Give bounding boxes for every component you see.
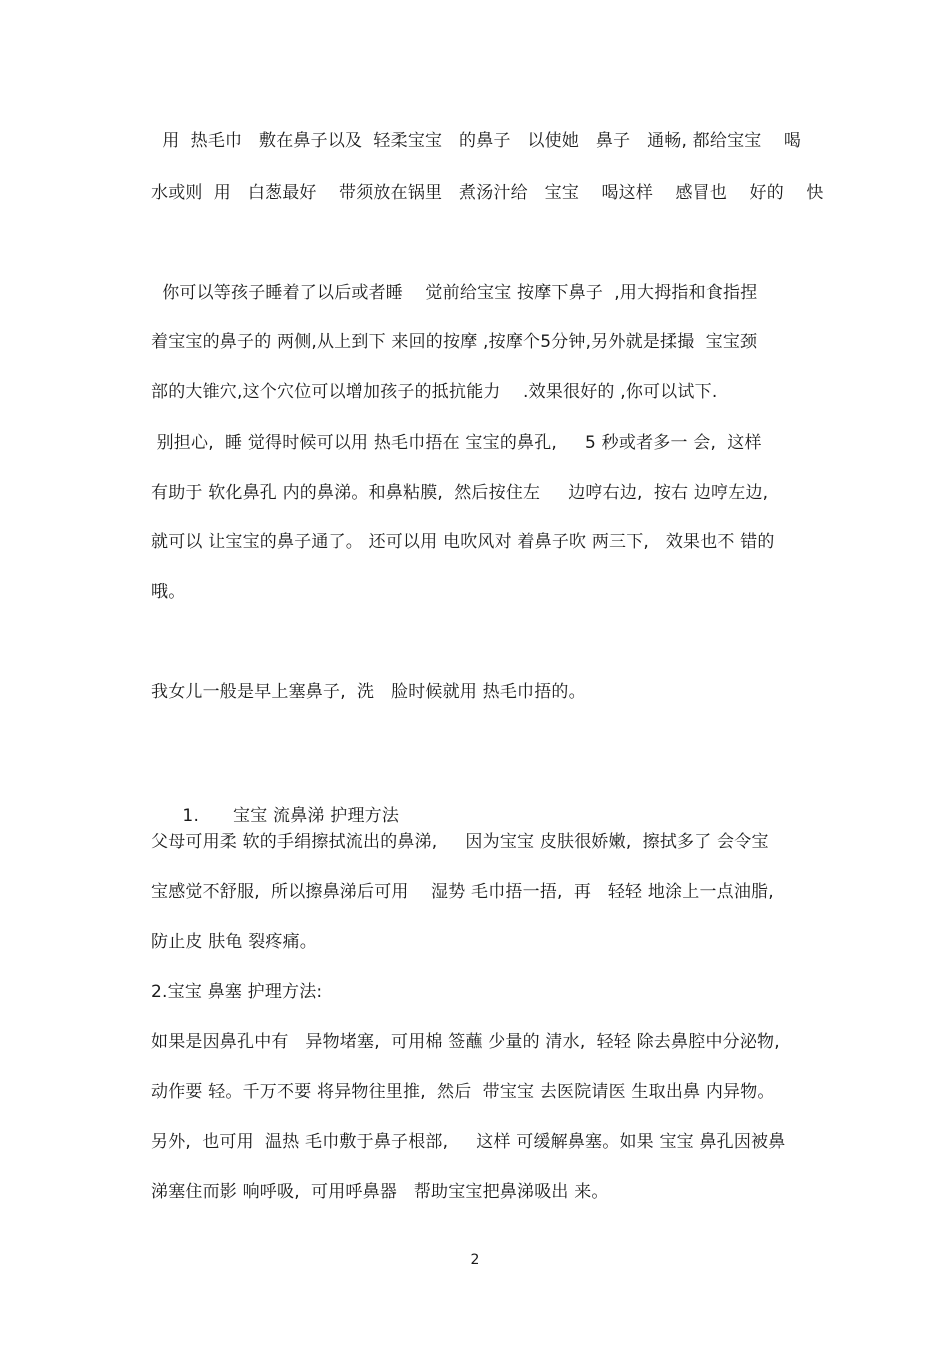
paragraph-6-line-1: 如果是因鼻孔中有 异物堵塞, 可用棉 签蘸 少量的 清水, 轻轻 除去鼻腔中分泌物, <box>151 1032 780 1052</box>
paragraph-2-line-1: 你可以等孩子睡着了以后或者睡 觉前给宝宝 按摩下鼻子 ,用大拇指和食指捏 <box>151 283 758 303</box>
page-number: 2 <box>470 1252 480 1268</box>
paragraph-4-line-1: 我女儿一般是早上塞鼻子, 洗 脸时候就用 热毛巾捂的。 <box>151 682 586 702</box>
paragraph-6-line-4: 涕塞住而影 响呼吸, 可用呼鼻器 帮助宝宝把鼻涕吸出 来。 <box>151 1182 609 1202</box>
paragraph-2-line-3: 部的大锥穴,这个穴位可以增加孩子的抵抗能力 .效果很好的 ,你可以试下. <box>151 382 718 402</box>
paragraph-3-line-1: 别担心, 睡 觉得时候可以用 热毛巾捂在 宝宝的鼻孔, 5 秒或者多一 会, 这样 <box>151 433 762 453</box>
paragraph-6-line-3: 另外, 也可用 温热 毛巾敷于鼻子根部, 这样 可缓解鼻塞。如果 宝宝 鼻孔因被鼻 <box>151 1132 786 1152</box>
paragraph-3-line-4: 哦。 <box>151 582 186 602</box>
section-1-number: 1. <box>182 806 200 826</box>
paragraph-1-line-2: 水或则 用 白葱最好 带须放在锅里 煮汤汁给 宝宝 喝这样 感冒也 好的 快 <box>151 183 824 203</box>
paragraph-1-line-1: 用 热毛巾 敷在鼻子以及 轻柔宝宝 的鼻子 以使她 鼻子 通畅, 都给宝宝 喝 <box>151 131 802 151</box>
paragraph-3-line-3: 就可以 让宝宝的鼻子通了。 还可以用 电吹风对 着鼻子吹 两三下, 效果也不 错的 <box>151 532 775 552</box>
paragraph-3-line-2: 有助于 软化鼻孔 内的鼻涕。和鼻粘膜, 然后按住左 边哼右边, 按右 边哼左边, <box>151 483 769 503</box>
section-2-heading: 2.宝宝 鼻塞 护理方法: <box>151 982 323 1002</box>
paragraph-5-line-1: 父母可用柔 软的手绢擦拭流出的鼻涕, 因为宝宝 皮肤很娇嫩, 擦拭多了 会令宝 <box>151 832 769 852</box>
paragraph-5-line-3: 防止皮 肤龟 裂疼痛。 <box>151 932 318 952</box>
paragraph-5-line-2: 宝感觉不舒服, 所以擦鼻涕后可用 湿势 毛巾捂一捂, 再 轻轻 地涂上一点油脂, <box>151 882 774 902</box>
paragraph-2-line-2: 着宝宝的鼻子的 两侧,从上到下 来回的按摩 ,按摩个5分钟,另外就是揉撮 宝宝颈 <box>151 332 758 352</box>
paragraph-6-line-2: 动作要 轻。千万不要 将异物往里推, 然后 带宝宝 去医院请医 生取出鼻 内异物。 <box>151 1082 775 1102</box>
section-1-title: 宝宝 流鼻涕 护理方法 <box>233 806 400 826</box>
